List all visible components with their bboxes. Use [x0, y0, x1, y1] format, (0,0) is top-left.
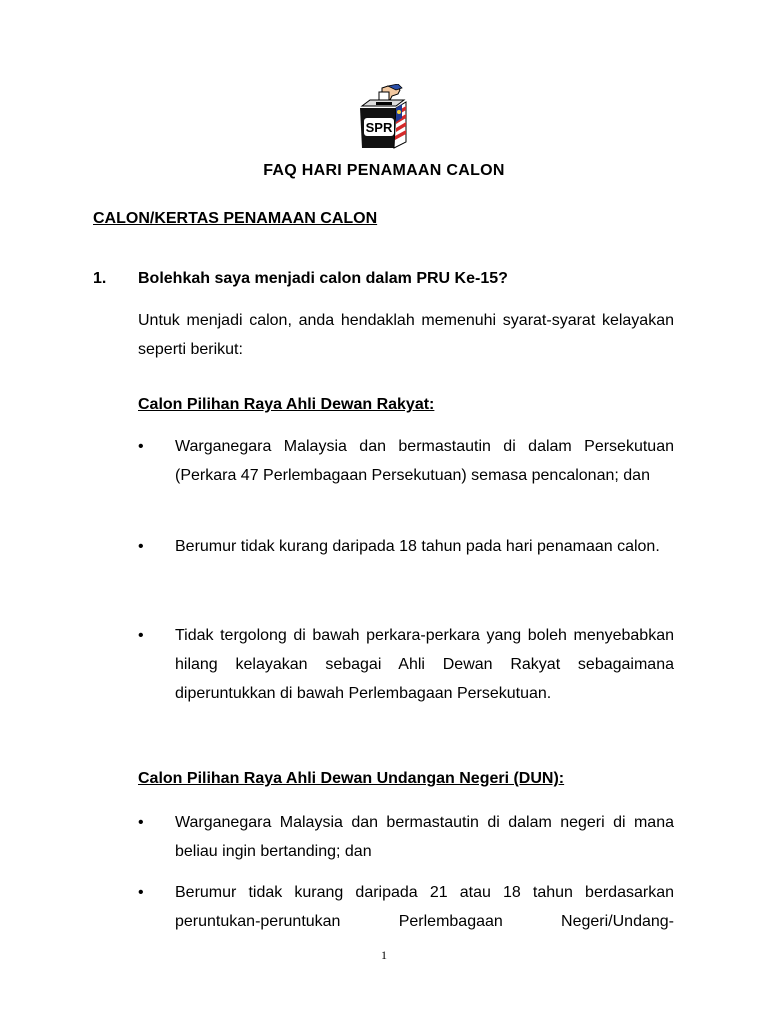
- list-item-text: Berumur tidak kurang daripada 18 tahun pada hari penamaan calon.: [175, 538, 660, 555]
- intro-paragraph: Untuk menjadi calon, anda hendaklah memenuhi syarat-syarat kelayakan seperti berikut:: [138, 312, 674, 358]
- section-heading: CALON/KERTAS PENAMAAN CALON: [93, 210, 378, 227]
- bullet: •: [138, 438, 144, 455]
- question-number: 1.: [93, 270, 107, 287]
- list-item: [138, 532, 674, 561]
- logo-text: SPR: [365, 120, 393, 135]
- list-item: [138, 621, 674, 708]
- dewan-rakyat-heading: Calon Pilihan Raya Ahli Dewan Rakyat:: [138, 396, 435, 413]
- bullet: •: [138, 627, 144, 644]
- dun-heading: Calon Pilihan Raya Ahli Dewan Undangan Negeri (DUN):: [138, 770, 565, 787]
- question-text: Bolehkah saya menjadi calon dalam PRU Ke-15?: [138, 270, 508, 287]
- list-item: [138, 878, 674, 936]
- list-item-text: Tidak tergolong di bawah perkara-perkara yang boleh menyebabkan hilang kelayakan sebagai Ahli Dewan Rakyat sebagaimana diperuntukkan di bawah Perlembagaan Persekutuan.: [175, 627, 674, 702]
- list-item: [138, 808, 674, 866]
- page-number: 1: [381, 948, 387, 962]
- list-item-text: Warganegara Malaysia dan bermastautin di dalam negeri di mana beliau ingin bertanding; dan: [175, 814, 674, 860]
- list-item: [138, 432, 674, 490]
- list-item-text: Warganegara Malaysia dan bermastautin di dalam Persekutuan (Perkara 47 Perlembagaan Persekutuan) semasa pencalonan; dan: [175, 438, 674, 484]
- bullet: •: [138, 538, 144, 555]
- list-item-text: Berumur tidak kurang daripada 21 atau 18 tahun berdasarkan peruntukan-peruntukan Perlembagaan Negeri/Undang-: [175, 884, 674, 930]
- page-title: FAQ HARI PENAMAAN CALON: [263, 162, 505, 179]
- bullet: •: [138, 884, 144, 901]
- bullet: •: [138, 814, 144, 831]
- spr-logo: [352, 84, 416, 154]
